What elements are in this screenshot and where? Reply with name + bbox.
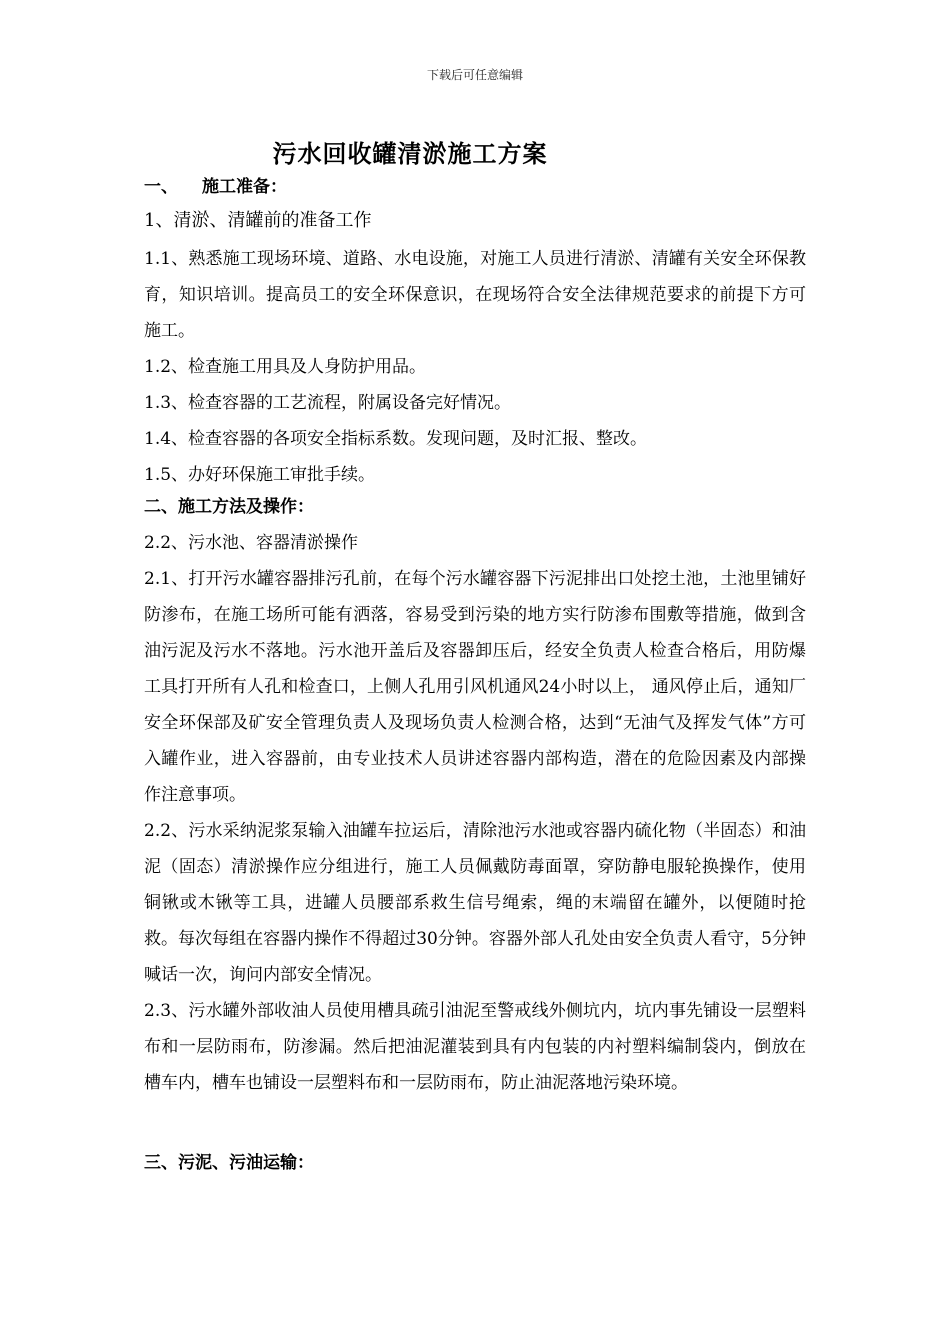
section-2-heading: 二、施工方法及操作：: [144, 497, 314, 517]
document-title: 污水回收罐清淤施工方案: [272, 139, 548, 168]
section-1-heading: [144, 175, 806, 199]
blank-line: [144, 1101, 806, 1137]
paragraph-2-1: 2.1、打开污水罐容器排污孔前，在每个污水罐容器下污泥排出口处挖土池，土池里铺好防渗布，在施工场所可能有洒落，容易受到污染的地方实行防渗布围敷等措施，做到含油污泥及污水不落地。污水池开盖后及容器卸压后，经安全负责人检查合格后，用防爆工具打开所有人孔和检查口，上侧人孔用引风机通风24小时以上， 通风停止后，通知厂安全环保部及矿安全管理负责人及现场负责人检测合格，达到“无油气及挥发气体”方可入罐作业，进入容器前，由专业技术人员讲述容器内部构造，潜在的危险因素及内部操作注意事项。: [144, 569, 806, 805]
paragraph-1-2: 1.2、检查施工用具及人身防护用品。: [144, 357, 427, 377]
paragraph-2-2: 2.2、污水采纳泥浆泵输入油罐车拉运后，清除池污水池或容器内硫化物（半固态）和油泥（固态）清淤操作应分组进行，施工人员佩戴防毒面罩，穿防静电服轮换操作，使用铜锹或木锹等工具，进罐人员腰部系救生信号绳索，绳的末端留在罐外，以便随时抢救。每次每组在容器内操作不得超过30分钟。容器外部人孔处由安全负责人看守，5分钟喊话一次，询问内部安全情况。: [144, 821, 806, 985]
paragraph-1-3: 1.3、检查容器的工艺流程，附属设备完好情况。: [144, 393, 512, 413]
section-3-heading: 三、污泥、污油运输：: [144, 1153, 314, 1173]
document-body: [144, 175, 806, 1181]
paragraph-2-3: 2.3、污水罐外部收油人员使用槽具疏引油泥至警戒线外侧坑内，坑内事先铺设一层塑料布和一层防雨布，防渗漏。然后把油泥灌装到具有内包装的内衬塑料编制袋内，倒放在槽车内，槽车也铺设一层塑料布和一层防雨布，防止油泥落地污染环境。: [144, 1001, 806, 1093]
section-1-number: 一、: [144, 177, 178, 197]
section-2-subheading: 2.2、污水池、容器清淤操作: [144, 533, 359, 553]
paragraph-1-1: 1.1、熟悉施工现场环境、道路、水电设施，对施工人员进行清淤、清罐有关安全环保教育，知识培训。提高员工的安全环保意识，在现场符合安全法律规范要求的前提下方可施工。: [144, 249, 806, 341]
section-1-title: 施工准备：: [202, 177, 287, 197]
paragraph-1-4: 1.4、检查容器的各项安全指标系数。发现问题，及时汇报、整改。: [144, 429, 648, 449]
header-note: 下载后可任意编辑: [426, 68, 523, 82]
section-1-subheading: 1、清淤、清罐前的准备工作: [144, 210, 372, 231]
paragraph-1-5: 1.5、办好环保施工审批手续。: [144, 465, 376, 485]
